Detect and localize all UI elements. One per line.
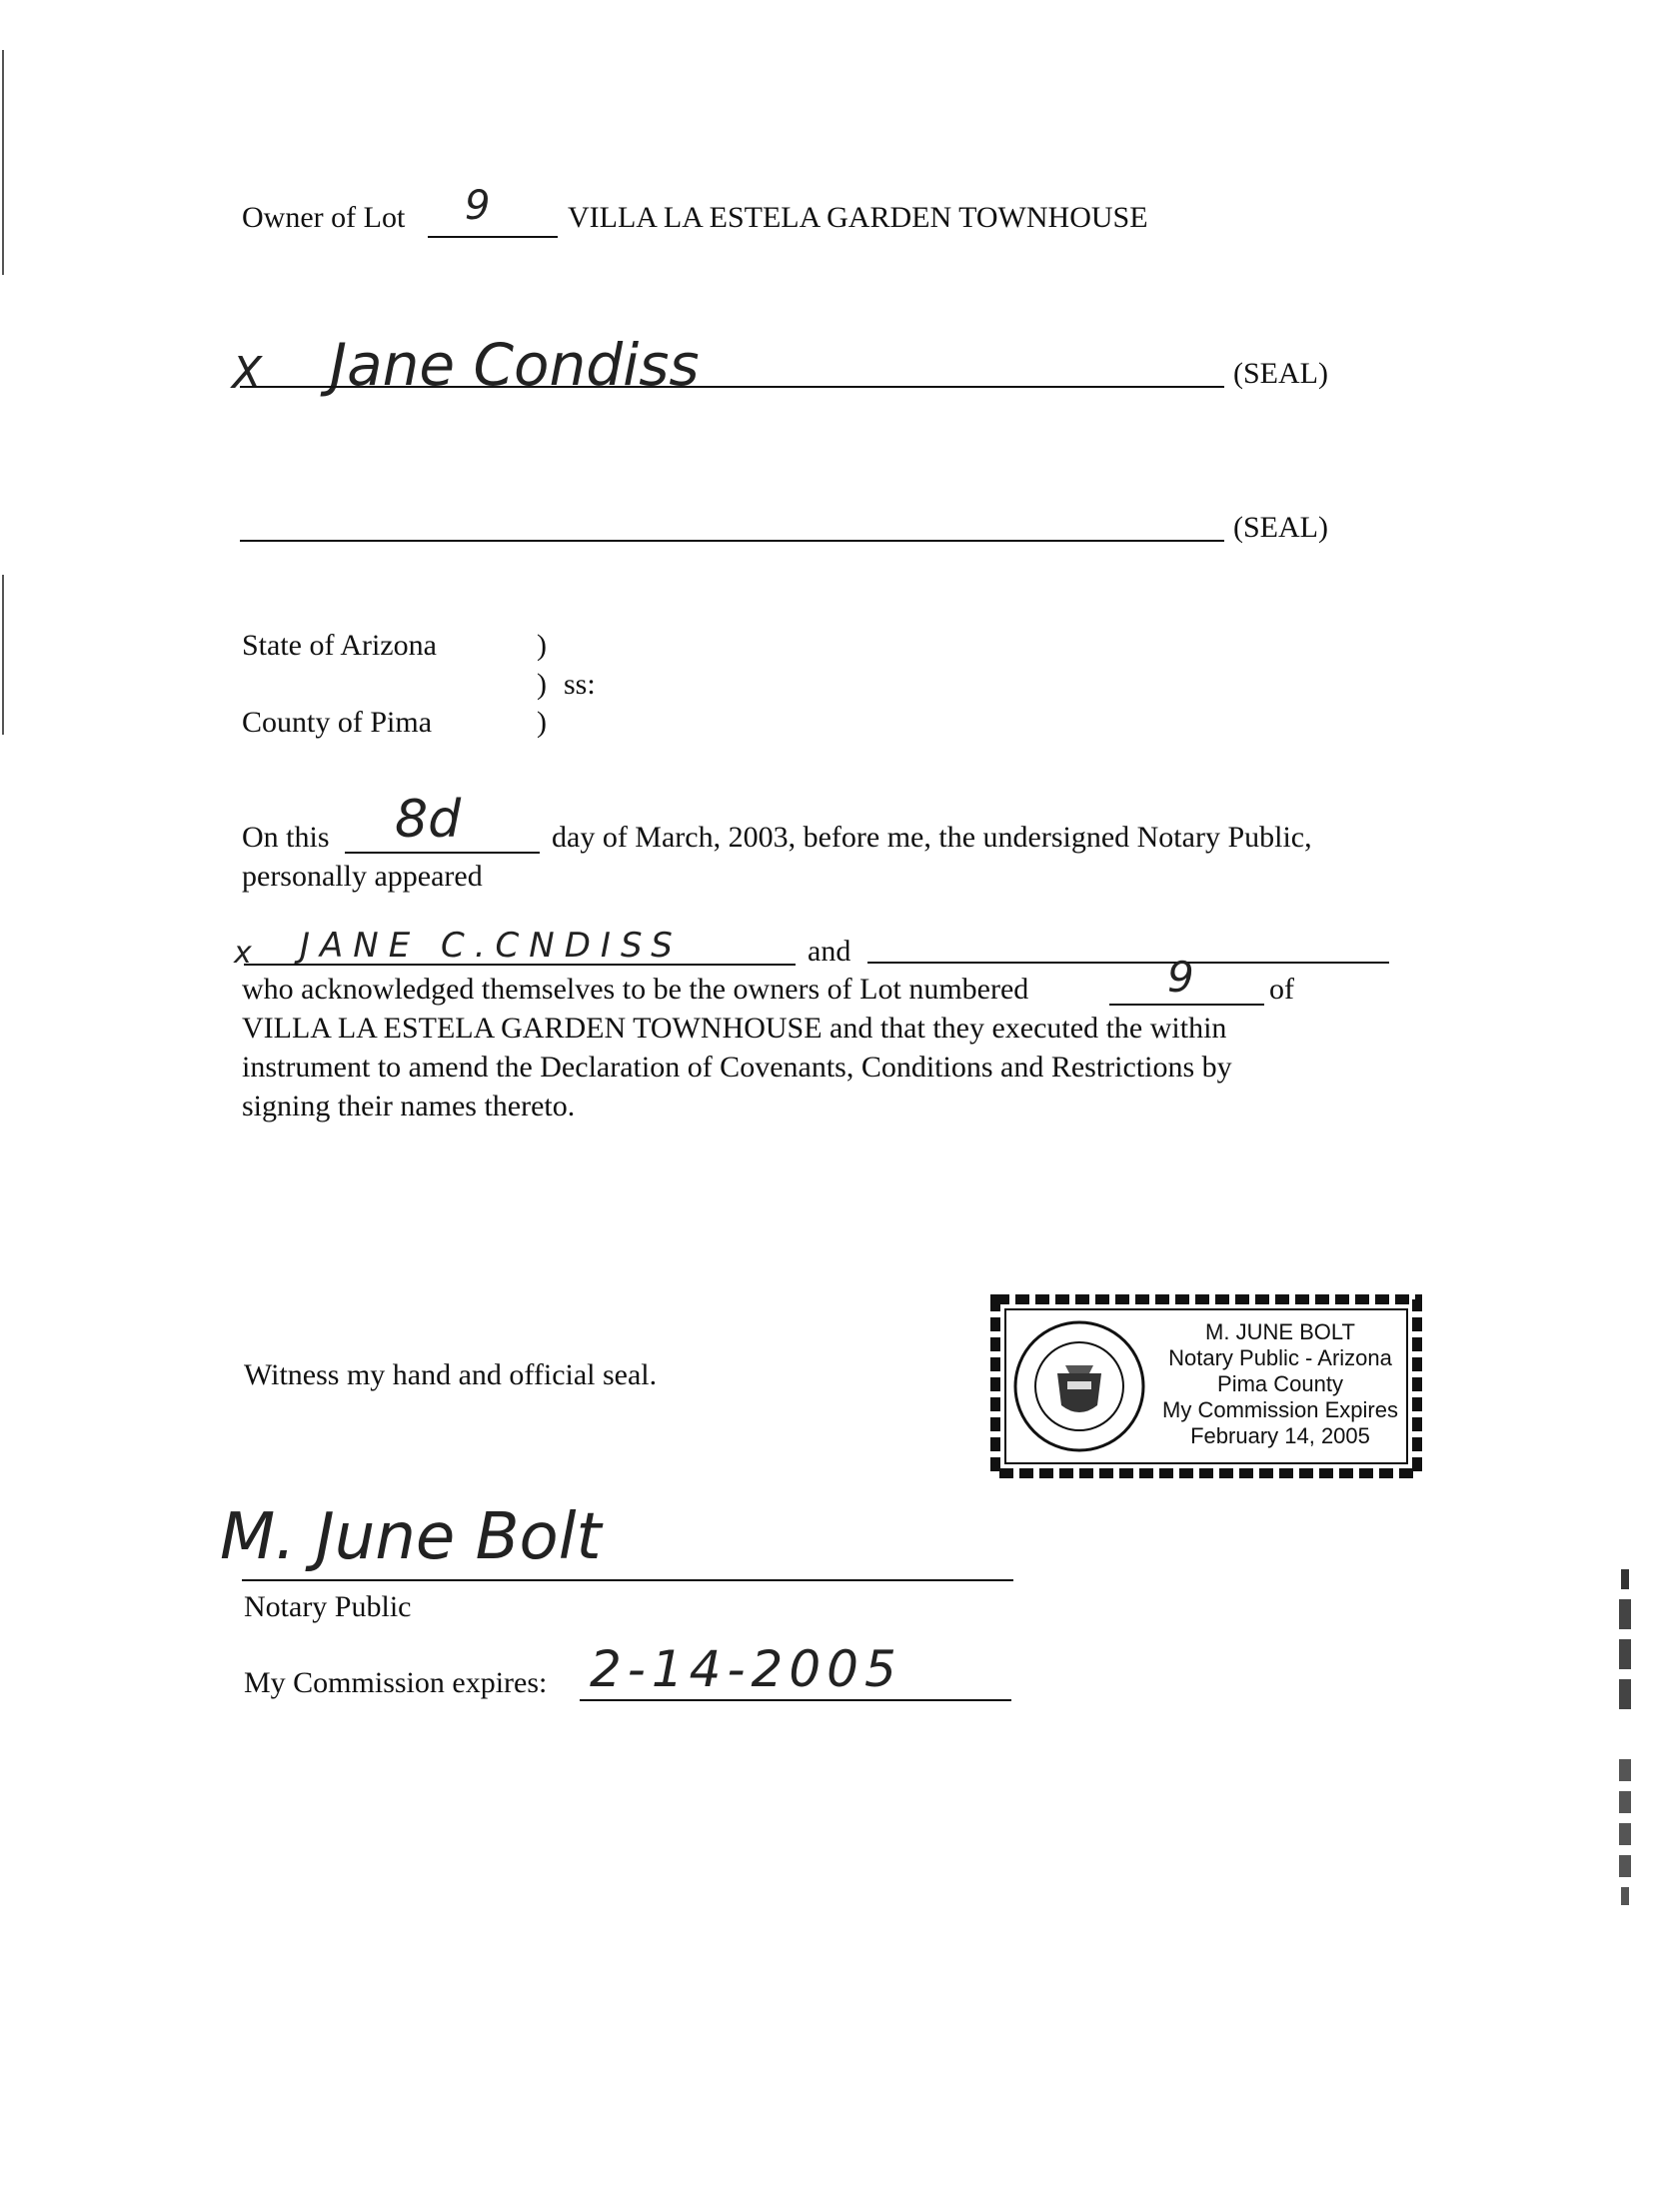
venue-paren-2: )	[537, 668, 547, 701]
and-label: and	[808, 935, 851, 968]
stamp-title: Notary Public - Arizona	[1168, 1345, 1392, 1370]
stamp-name: M. JUNE BOLT	[1205, 1319, 1355, 1344]
commission-expires-handwritten: 2-14-2005	[590, 1640, 902, 1698]
stamp-commission: My Commission Expires	[1162, 1397, 1398, 1422]
venue-paren-3: )	[537, 706, 547, 739]
day-handwritten: 8d	[395, 790, 462, 850]
barcode-graphic	[1611, 1569, 1637, 1909]
state-seal-emblem	[1009, 1313, 1149, 1459]
appeared-name-line	[244, 964, 796, 966]
stamp-county: Pima County	[1217, 1371, 1343, 1396]
owner-prefix: Owner of Lot	[242, 201, 406, 234]
signature-line-1	[240, 386, 1224, 388]
state-seal	[1009, 1313, 1149, 1459]
commission-expires-label: My Commission expires:	[244, 1666, 548, 1699]
lot-numbered-handwritten: 9	[1167, 953, 1194, 1002]
signer1-mark: X	[232, 348, 263, 399]
day-line	[345, 852, 540, 854]
personally-appeared: personally appeared	[242, 860, 483, 893]
ack-line-2: VILLA LA ESTELA GARDEN TOWNHOUSE and that they executed the within	[242, 1012, 1227, 1045]
project-name: VILLA LA ESTELA GARDEN TOWNHOUSE	[568, 201, 1148, 234]
signer1-signature: Jane Condiss	[330, 331, 700, 399]
ack-of-label: of	[1269, 973, 1294, 1006]
ack-line-4: signing their names thereto.	[242, 1090, 576, 1122]
notary-signature-line	[242, 1579, 1013, 1581]
state-label: State of Arizona	[242, 629, 437, 662]
ack-line-3: instrument to amend the Declaration of Covenants, Conditions and Restrictions by	[242, 1051, 1232, 1084]
lot-numbered-line	[1109, 1004, 1264, 1006]
margin-mark-mid	[2, 575, 4, 735]
county-label: County of Pima	[242, 706, 433, 739]
seal-label-2: (SEAL)	[1233, 511, 1328, 544]
witness-text: Witness my hand and official seal.	[244, 1358, 658, 1391]
stamp-date: February 14, 2005	[1190, 1423, 1370, 1448]
barcode-mark	[1611, 1569, 1637, 1909]
seal-label-1: (SEAL)	[1233, 357, 1328, 390]
venue-paren-1: )	[537, 629, 547, 662]
signature-line-2	[240, 540, 1224, 542]
lot-number-handwritten: 9	[465, 183, 491, 229]
name-mark: x	[234, 936, 252, 971]
commission-expires-line	[580, 1699, 1011, 1701]
lot-number-line	[428, 236, 558, 238]
venue-ss: ss:	[564, 668, 596, 701]
on-this-label: On this	[242, 821, 330, 854]
notary-stamp	[987, 1291, 1425, 1481]
second-name-line	[867, 962, 1389, 964]
appeared-name-handwritten: JANE C.CNDISS	[300, 926, 683, 966]
margin-mark-top	[2, 50, 4, 275]
ack-line-1: who acknowledged themselves to be the owners of Lot numbered	[242, 973, 1029, 1006]
notary-signature: M. June Bolt	[220, 1500, 602, 1574]
notary-label: Notary Public	[244, 1590, 412, 1623]
day-text: day of March, 2003, before me, the undersigned Notary Public,	[552, 821, 1312, 854]
